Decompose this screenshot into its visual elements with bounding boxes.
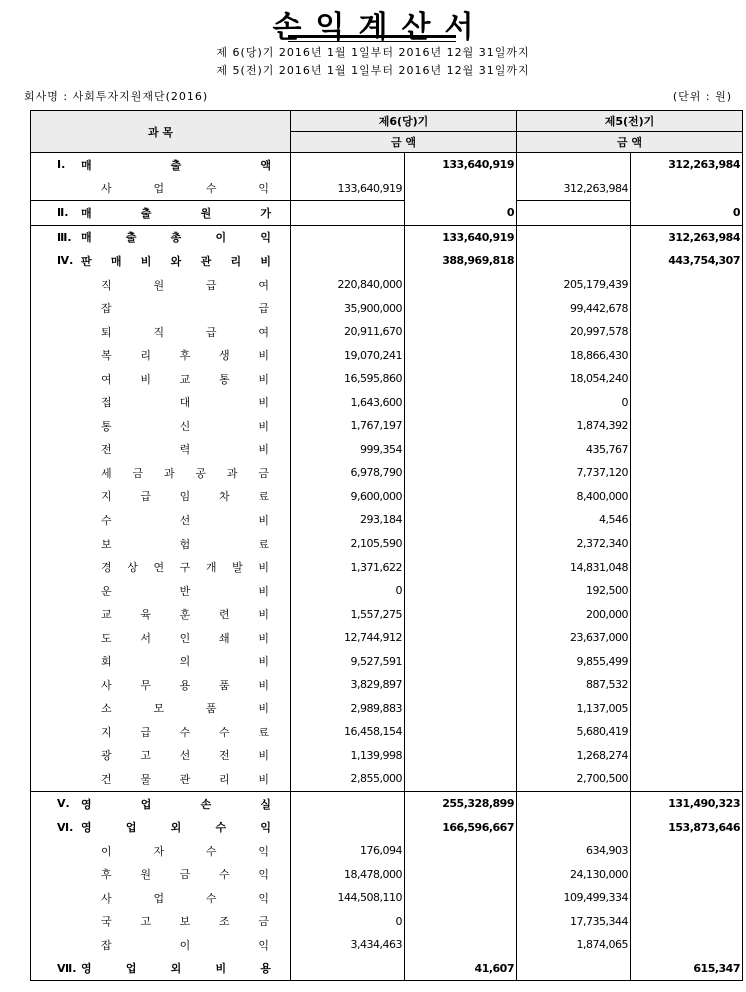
- prior-detail-amount: 23,637,000: [517, 626, 631, 650]
- prior-total-amount: 615,347: [631, 957, 743, 981]
- current-detail-amount: 2,989,883: [291, 697, 405, 721]
- account-label: 지 급 수 수 료: [101, 725, 269, 739]
- prior-detail-amount: 205,179,439: [517, 273, 631, 297]
- subject-cell: [31, 697, 291, 721]
- current-detail-amount: [291, 791, 405, 815]
- current-total-amount: 41,607: [405, 957, 517, 981]
- current-detail-amount: 220,840,000: [291, 273, 405, 297]
- current-detail-amount: [291, 957, 405, 981]
- subject-cell: [31, 910, 291, 934]
- prior-total-amount: [631, 414, 743, 438]
- subject-cell: [31, 839, 291, 863]
- subject-cell: [31, 579, 291, 603]
- income-statement-table: [30, 110, 743, 981]
- prior-detail-amount: 312,263,984: [517, 177, 631, 201]
- prior-total-amount: [631, 626, 743, 650]
- prior-total-amount: 0: [631, 201, 743, 226]
- prior-total-amount: [631, 438, 743, 462]
- current-detail-amount: [291, 225, 405, 249]
- subject-cell: [31, 461, 291, 485]
- subject-cell: [31, 343, 291, 367]
- current-total-amount: [405, 673, 517, 697]
- current-total-amount: [405, 177, 517, 201]
- current-total-amount: [405, 343, 517, 367]
- prior-total-amount: [631, 744, 743, 768]
- line-item-row: [31, 508, 743, 532]
- current-total-amount: [405, 649, 517, 673]
- current-total-amount: [405, 744, 517, 768]
- subject-header: 과 목: [31, 111, 291, 153]
- current-detail-amount: 133,640,919: [291, 177, 405, 201]
- current-detail-amount: 3,829,897: [291, 673, 405, 697]
- current-detail-amount: 1,371,622: [291, 555, 405, 579]
- prior-detail-amount: 5,680,419: [517, 720, 631, 744]
- prior-detail-amount: 2,372,340: [517, 532, 631, 556]
- current-total-amount: [405, 697, 517, 721]
- account-label: 잡 급: [101, 302, 269, 316]
- prior-detail-amount: [517, 815, 631, 839]
- account-label: 영 업 외 비 용: [81, 962, 271, 976]
- current-total-amount: [405, 626, 517, 650]
- section-row: [31, 957, 743, 981]
- prior-detail-amount: 18,054,240: [517, 367, 631, 391]
- prior-detail-amount: [517, 201, 631, 226]
- prior-detail-amount: 2,700,500: [517, 767, 631, 791]
- current-detail-amount: 144,508,110: [291, 886, 405, 910]
- current-detail-amount: 176,094: [291, 839, 405, 863]
- current-total-amount: [405, 273, 517, 297]
- current-detail-amount: 16,458,154: [291, 720, 405, 744]
- prior-total-amount: [631, 862, 743, 886]
- subject-cell: [31, 626, 291, 650]
- account-label: 영 업 외 수 익: [81, 821, 271, 835]
- current-detail-amount: 1,557,275: [291, 602, 405, 626]
- subject-cell: [31, 485, 291, 509]
- line-item-row: [31, 862, 743, 886]
- subject-cell: [31, 273, 291, 297]
- current-total-amount: [405, 579, 517, 603]
- subject-cell: [31, 815, 291, 839]
- account-label: 회 의 비: [101, 655, 269, 669]
- subject-cell: [31, 225, 291, 249]
- prior-total-amount: [631, 910, 743, 934]
- current-total-amount: [405, 438, 517, 462]
- subject-cell: [31, 862, 291, 886]
- current-detail-amount: 2,105,590: [291, 532, 405, 556]
- line-item-row: [31, 933, 743, 957]
- prior-detail-amount: 200,000: [517, 602, 631, 626]
- current-total-amount: [405, 508, 517, 532]
- section-row: [31, 249, 743, 273]
- prior-total-amount: 312,263,984: [631, 153, 743, 177]
- prior-detail-amount: 1,137,005: [517, 697, 631, 721]
- current-total-amount: [405, 320, 517, 344]
- prior-detail-amount: 1,874,065: [517, 933, 631, 957]
- line-item-row: [31, 343, 743, 367]
- account-label: 경 상 연 구 개 발 비: [101, 561, 269, 575]
- prior-period: 제 5(전)기 2016년 1월 1일부터 2016년 12월 31일까지: [216, 64, 530, 77]
- section-numeral: Ⅳ.: [57, 254, 74, 268]
- current-detail-amount: 9,527,591: [291, 649, 405, 673]
- section-row: [31, 791, 743, 815]
- current-period: 제 6(당)기 2016년 1월 1일부터 2016년 12월 31일까지: [216, 46, 530, 59]
- subject-cell: [31, 649, 291, 673]
- account-label: 도 서 인 쇄 비: [101, 631, 269, 645]
- document-title: 손익계산서: [272, 10, 488, 45]
- account-label: 판 매 비 와 관 리 비: [81, 254, 271, 268]
- prior-total-amount: [631, 343, 743, 367]
- subject-cell: [31, 957, 291, 981]
- prior-total-amount: [631, 673, 743, 697]
- prior-total-amount: [631, 720, 743, 744]
- current-total-amount: [405, 532, 517, 556]
- prior-total-amount: [631, 390, 743, 414]
- current-total-amount: 255,328,899: [405, 791, 517, 815]
- section-row: [31, 225, 743, 249]
- subject-cell: [31, 673, 291, 697]
- prior-total-amount: [631, 767, 743, 791]
- line-item-row: [31, 649, 743, 673]
- prior-total-amount: 443,754,307: [631, 249, 743, 273]
- line-item-row: [31, 273, 743, 297]
- prior-detail-amount: 20,997,578: [517, 320, 631, 344]
- prior-total-amount: [631, 602, 743, 626]
- prior-total-amount: [631, 649, 743, 673]
- line-item-row: [31, 390, 743, 414]
- account-label: 전 력 비: [101, 443, 269, 457]
- current-amount-header: 금 액: [291, 132, 517, 153]
- line-item-row: [31, 320, 743, 344]
- section-numeral: Ⅲ.: [57, 230, 72, 244]
- prior-amount-header: 금 액: [517, 132, 743, 153]
- account-label: 세 금 과 공 과 금: [101, 466, 269, 480]
- prior-detail-amount: 8,400,000: [517, 485, 631, 509]
- prior-detail-amount: 17,735,344: [517, 910, 631, 934]
- line-item-row: [31, 485, 743, 509]
- current-total-amount: 133,640,919: [405, 153, 517, 177]
- current-total-amount: [405, 461, 517, 485]
- section-numeral: Ⅵ.: [57, 820, 74, 834]
- current-total-amount: [405, 910, 517, 934]
- current-total-amount: [405, 602, 517, 626]
- current-detail-amount: 12,744,912: [291, 626, 405, 650]
- current-detail-amount: 293,184: [291, 508, 405, 532]
- prior-detail-amount: [517, 225, 631, 249]
- prior-detail-amount: 18,866,430: [517, 343, 631, 367]
- current-detail-amount: [291, 249, 405, 273]
- prior-detail-amount: 435,767: [517, 438, 631, 462]
- current-detail-amount: 1,643,600: [291, 390, 405, 414]
- subject-cell: [31, 390, 291, 414]
- current-total-amount: 0: [405, 201, 517, 226]
- account-label: 건 물 관 리 비: [101, 772, 269, 786]
- subject-cell: [31, 367, 291, 391]
- current-total-amount: [405, 862, 517, 886]
- current-detail-amount: 16,595,860: [291, 367, 405, 391]
- current-detail-amount: 19,070,241: [291, 343, 405, 367]
- line-item-row: [31, 697, 743, 721]
- subject-cell: [31, 532, 291, 556]
- prior-detail-amount: 109,499,334: [517, 886, 631, 910]
- subject-cell: [31, 933, 291, 957]
- company-name: 회사명 : 사회투자지원재단(2016): [24, 90, 209, 103]
- prior-total-amount: [631, 579, 743, 603]
- section-row: [31, 201, 743, 226]
- prior-detail-amount: 14,831,048: [517, 555, 631, 579]
- account-label: 접 대 비: [101, 396, 269, 410]
- current-detail-amount: 999,354: [291, 438, 405, 462]
- subject-cell: [31, 438, 291, 462]
- current-total-amount: [405, 767, 517, 791]
- prior-total-amount: [631, 886, 743, 910]
- prior-period-header: 제5(전)기: [517, 111, 743, 132]
- title-underline: [288, 35, 456, 42]
- prior-detail-amount: [517, 153, 631, 177]
- section-numeral: Ⅶ.: [57, 961, 77, 975]
- account-label: 여 비 교 통 비: [101, 372, 269, 386]
- prior-detail-amount: 4,546: [517, 508, 631, 532]
- account-label: 보 험 료: [101, 537, 269, 551]
- line-item-row: [31, 602, 743, 626]
- current-total-amount: [405, 555, 517, 579]
- account-label: 퇴 직 급 여: [101, 325, 269, 339]
- prior-total-amount: [631, 273, 743, 297]
- account-label: 통 신 비: [101, 419, 269, 433]
- current-total-amount: [405, 414, 517, 438]
- current-total-amount: 133,640,919: [405, 225, 517, 249]
- prior-detail-amount: 9,855,499: [517, 649, 631, 673]
- prior-total-amount: 312,263,984: [631, 225, 743, 249]
- account-label: 수 선 비: [101, 513, 269, 527]
- current-total-amount: [405, 485, 517, 509]
- line-item-row: [31, 438, 743, 462]
- current-detail-amount: 35,900,000: [291, 296, 405, 320]
- current-detail-amount: 0: [291, 579, 405, 603]
- current-detail-amount: 1,139,998: [291, 744, 405, 768]
- current-detail-amount: 0: [291, 910, 405, 934]
- prior-total-amount: [631, 485, 743, 509]
- current-detail-amount: 6,978,790: [291, 461, 405, 485]
- prior-total-amount: [631, 367, 743, 391]
- current-total-amount: [405, 933, 517, 957]
- current-total-amount: [405, 390, 517, 414]
- current-detail-amount: 2,855,000: [291, 767, 405, 791]
- current-detail-amount: 20,911,670: [291, 320, 405, 344]
- current-total-amount: 166,596,667: [405, 815, 517, 839]
- line-item-row: [31, 839, 743, 863]
- prior-detail-amount: 24,130,000: [517, 862, 631, 886]
- subject-cell: [31, 249, 291, 273]
- prior-total-amount: [631, 296, 743, 320]
- subject-cell: [31, 720, 291, 744]
- line-item-row: [31, 177, 743, 201]
- subject-cell: [31, 414, 291, 438]
- line-item-row: [31, 461, 743, 485]
- prior-total-amount: [631, 532, 743, 556]
- account-label: 사 업 수 익: [101, 182, 269, 196]
- current-detail-amount: 3,434,463: [291, 933, 405, 957]
- line-item-row: [31, 886, 743, 910]
- account-label: 매 출 총 이 익: [81, 231, 271, 245]
- account-label: 매 출 액: [81, 158, 271, 172]
- account-label: 직 원 급 여: [101, 278, 269, 292]
- account-label: 소 모 품 비: [101, 702, 269, 716]
- section-numeral: Ⅴ.: [57, 797, 70, 811]
- line-item-row: [31, 367, 743, 391]
- prior-total-amount: [631, 839, 743, 863]
- line-item-row: [31, 673, 743, 697]
- subject-cell: [31, 791, 291, 815]
- section-numeral: Ⅰ.: [57, 158, 66, 172]
- prior-detail-amount: 887,532: [517, 673, 631, 697]
- current-detail-amount: [291, 815, 405, 839]
- account-label: 광 고 선 전 비: [101, 749, 269, 763]
- account-label: 영 업 손 실: [81, 797, 271, 811]
- current-period-header: 제6(당)기: [291, 111, 517, 132]
- subject-cell: [31, 296, 291, 320]
- subject-cell: [31, 555, 291, 579]
- subject-cell: [31, 602, 291, 626]
- current-total-amount: [405, 839, 517, 863]
- subject-cell: [31, 508, 291, 532]
- account-label: 후 원 금 수 익: [101, 868, 269, 882]
- account-label: 사 업 수 익: [101, 891, 269, 905]
- prior-detail-amount: 99,442,678: [517, 296, 631, 320]
- account-label: 운 반 비: [101, 584, 269, 598]
- line-item-row: [31, 744, 743, 768]
- current-total-amount: [405, 367, 517, 391]
- current-total-amount: [405, 296, 517, 320]
- prior-detail-amount: [517, 957, 631, 981]
- line-item-row: [31, 555, 743, 579]
- subject-cell: [31, 886, 291, 910]
- account-label: 복 리 후 생 비: [101, 349, 269, 363]
- current-detail-amount: 1,767,197: [291, 414, 405, 438]
- section-numeral: Ⅱ.: [57, 206, 69, 220]
- current-detail-amount: 9,600,000: [291, 485, 405, 509]
- prior-total-amount: 153,873,646: [631, 815, 743, 839]
- line-item-row: [31, 414, 743, 438]
- prior-total-amount: [631, 933, 743, 957]
- subject-cell: [31, 744, 291, 768]
- prior-detail-amount: [517, 249, 631, 273]
- prior-detail-amount: 0: [517, 390, 631, 414]
- current-detail-amount: [291, 153, 405, 177]
- subject-cell: [31, 767, 291, 791]
- current-detail-amount: [291, 201, 405, 226]
- prior-total-amount: [631, 508, 743, 532]
- line-item-row: [31, 532, 743, 556]
- prior-total-amount: [631, 697, 743, 721]
- prior-total-amount: [631, 461, 743, 485]
- account-label: 국 고 보 조 금: [101, 915, 269, 929]
- line-item-row: [31, 626, 743, 650]
- line-item-row: [31, 910, 743, 934]
- account-label: 교 육 훈 련 비: [101, 608, 269, 622]
- prior-detail-amount: 192,500: [517, 579, 631, 603]
- prior-total-amount: [631, 320, 743, 344]
- account-label: 이 자 수 익: [101, 844, 269, 858]
- current-total-amount: [405, 886, 517, 910]
- prior-detail-amount: 634,903: [517, 839, 631, 863]
- prior-detail-amount: 1,874,392: [517, 414, 631, 438]
- subject-cell: [31, 201, 291, 226]
- prior-total-amount: 131,490,323: [631, 791, 743, 815]
- account-label: 매 출 원 가: [81, 206, 271, 220]
- account-label: 지 급 임 차 료: [101, 490, 269, 504]
- current-total-amount: [405, 720, 517, 744]
- line-item-row: [31, 767, 743, 791]
- section-row: [31, 815, 743, 839]
- prior-detail-amount: 7,737,120: [517, 461, 631, 485]
- prior-detail-amount: [517, 791, 631, 815]
- prior-detail-amount: 1,268,274: [517, 744, 631, 768]
- subject-cell: [31, 153, 291, 177]
- prior-total-amount: [631, 177, 743, 201]
- current-total-amount: 388,969,818: [405, 249, 517, 273]
- subject-cell: [31, 177, 291, 201]
- prior-total-amount: [631, 555, 743, 579]
- current-detail-amount: 18,478,000: [291, 862, 405, 886]
- line-item-row: [31, 579, 743, 603]
- account-label: 사 무 용 품 비: [101, 678, 269, 692]
- currency-unit: (단위 : 원): [672, 90, 732, 103]
- line-item-row: [31, 296, 743, 320]
- line-item-row: [31, 720, 743, 744]
- account-label: 잡 이 익: [101, 938, 269, 952]
- section-row: [31, 153, 743, 177]
- subject-cell: [31, 320, 291, 344]
